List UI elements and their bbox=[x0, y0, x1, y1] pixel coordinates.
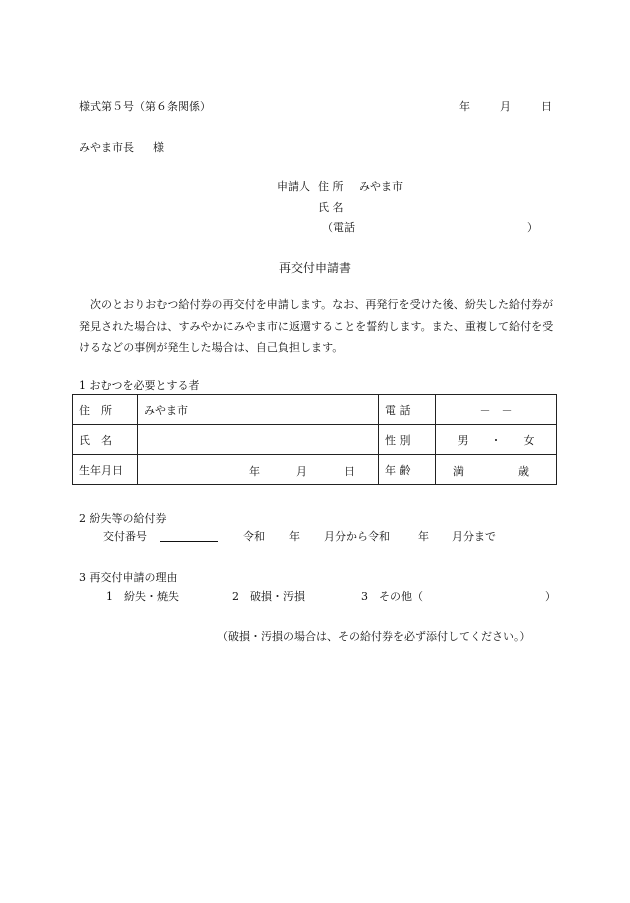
to-year-label: 年 bbox=[418, 530, 429, 543]
birthdate-field[interactable] bbox=[138, 455, 379, 485]
gender-field[interactable]: 男 ・ 女 bbox=[436, 425, 557, 455]
age-prefix: 満 bbox=[453, 464, 464, 478]
applicant-name-label: 氏 名 bbox=[318, 201, 344, 214]
issue-number-label: 交付番号 bbox=[103, 530, 147, 543]
address-field[interactable]: みやま市 bbox=[138, 395, 379, 425]
document-title: 再交付申請書 bbox=[278, 261, 351, 275]
addressee-name: みやま市長 bbox=[79, 141, 134, 154]
age-field[interactable] bbox=[436, 455, 557, 485]
applicant-address-label: 住 所 bbox=[318, 180, 344, 193]
name-label: 氏 名 bbox=[73, 425, 138, 455]
section1-title: 1 おむつを必要とする者 bbox=[79, 379, 200, 392]
applicant-tel-close: ） bbox=[527, 221, 538, 234]
addressee-honorific: 様 bbox=[153, 141, 164, 154]
table-row bbox=[73, 455, 557, 485]
date-day-label: 日 bbox=[541, 100, 552, 113]
address-label: 住 所 bbox=[73, 395, 138, 425]
birth-month-label: 月 bbox=[296, 464, 307, 478]
reason-option-other[interactable]: 3 その他（ bbox=[361, 590, 423, 603]
body-paragraph: 次のとおりおむつ給付券の再交付を申請します。なお、再発行を受けた後、紛失した給付券が発見された場合は、すみやかにみやま市に返還することを誓約します。また、重複して給付を受けるなどの事例が発生した場合は、自己負担します。 bbox=[79, 298, 554, 354]
recipient-table bbox=[72, 394, 557, 485]
applicant-address-field[interactable]: みやま市 bbox=[359, 180, 403, 193]
phone-field[interactable]: － － bbox=[436, 395, 557, 425]
to-month-label: 月分まで bbox=[452, 530, 496, 543]
reason-option-lost[interactable]: 1 紛失・焼失 bbox=[106, 590, 179, 603]
reason-option-damaged[interactable]: 2 破損・汚損 bbox=[232, 590, 305, 603]
applicant-tel-label: （電話 bbox=[322, 221, 355, 234]
from-year-label: 年 bbox=[289, 530, 300, 543]
form-number: 様式第５号（第６条関係） bbox=[79, 100, 211, 113]
gender-label: 性 別 bbox=[379, 425, 436, 455]
section3-title: 3 再交付申請の理由 bbox=[79, 571, 178, 584]
reason-other-close: ） bbox=[545, 590, 556, 603]
table-row bbox=[73, 425, 557, 455]
section2-title: 2 紛失等の給付券 bbox=[79, 512, 167, 525]
applicant-label: 申請人 bbox=[277, 180, 310, 193]
from-month-label: 月分から令和 bbox=[324, 530, 390, 543]
phone-label: 電 話 bbox=[379, 395, 436, 425]
name-field[interactable] bbox=[138, 425, 379, 455]
date-year-label: 年 bbox=[459, 100, 470, 113]
birthdate-label: 生年月日 bbox=[73, 455, 138, 485]
age-suffix: 歳 bbox=[518, 464, 529, 478]
age-label: 年 齢 bbox=[379, 455, 436, 485]
birth-year-label: 年 bbox=[249, 464, 260, 478]
table-row bbox=[73, 395, 557, 425]
date-month-label: 月 bbox=[500, 100, 511, 113]
birth-day-label: 日 bbox=[344, 464, 355, 478]
era-label: 令和 bbox=[243, 530, 265, 543]
attachment-note: （破損・汚損の場合は、その給付券を必ず添付してください。） bbox=[217, 630, 531, 643]
issue-number-field[interactable] bbox=[160, 541, 218, 542]
